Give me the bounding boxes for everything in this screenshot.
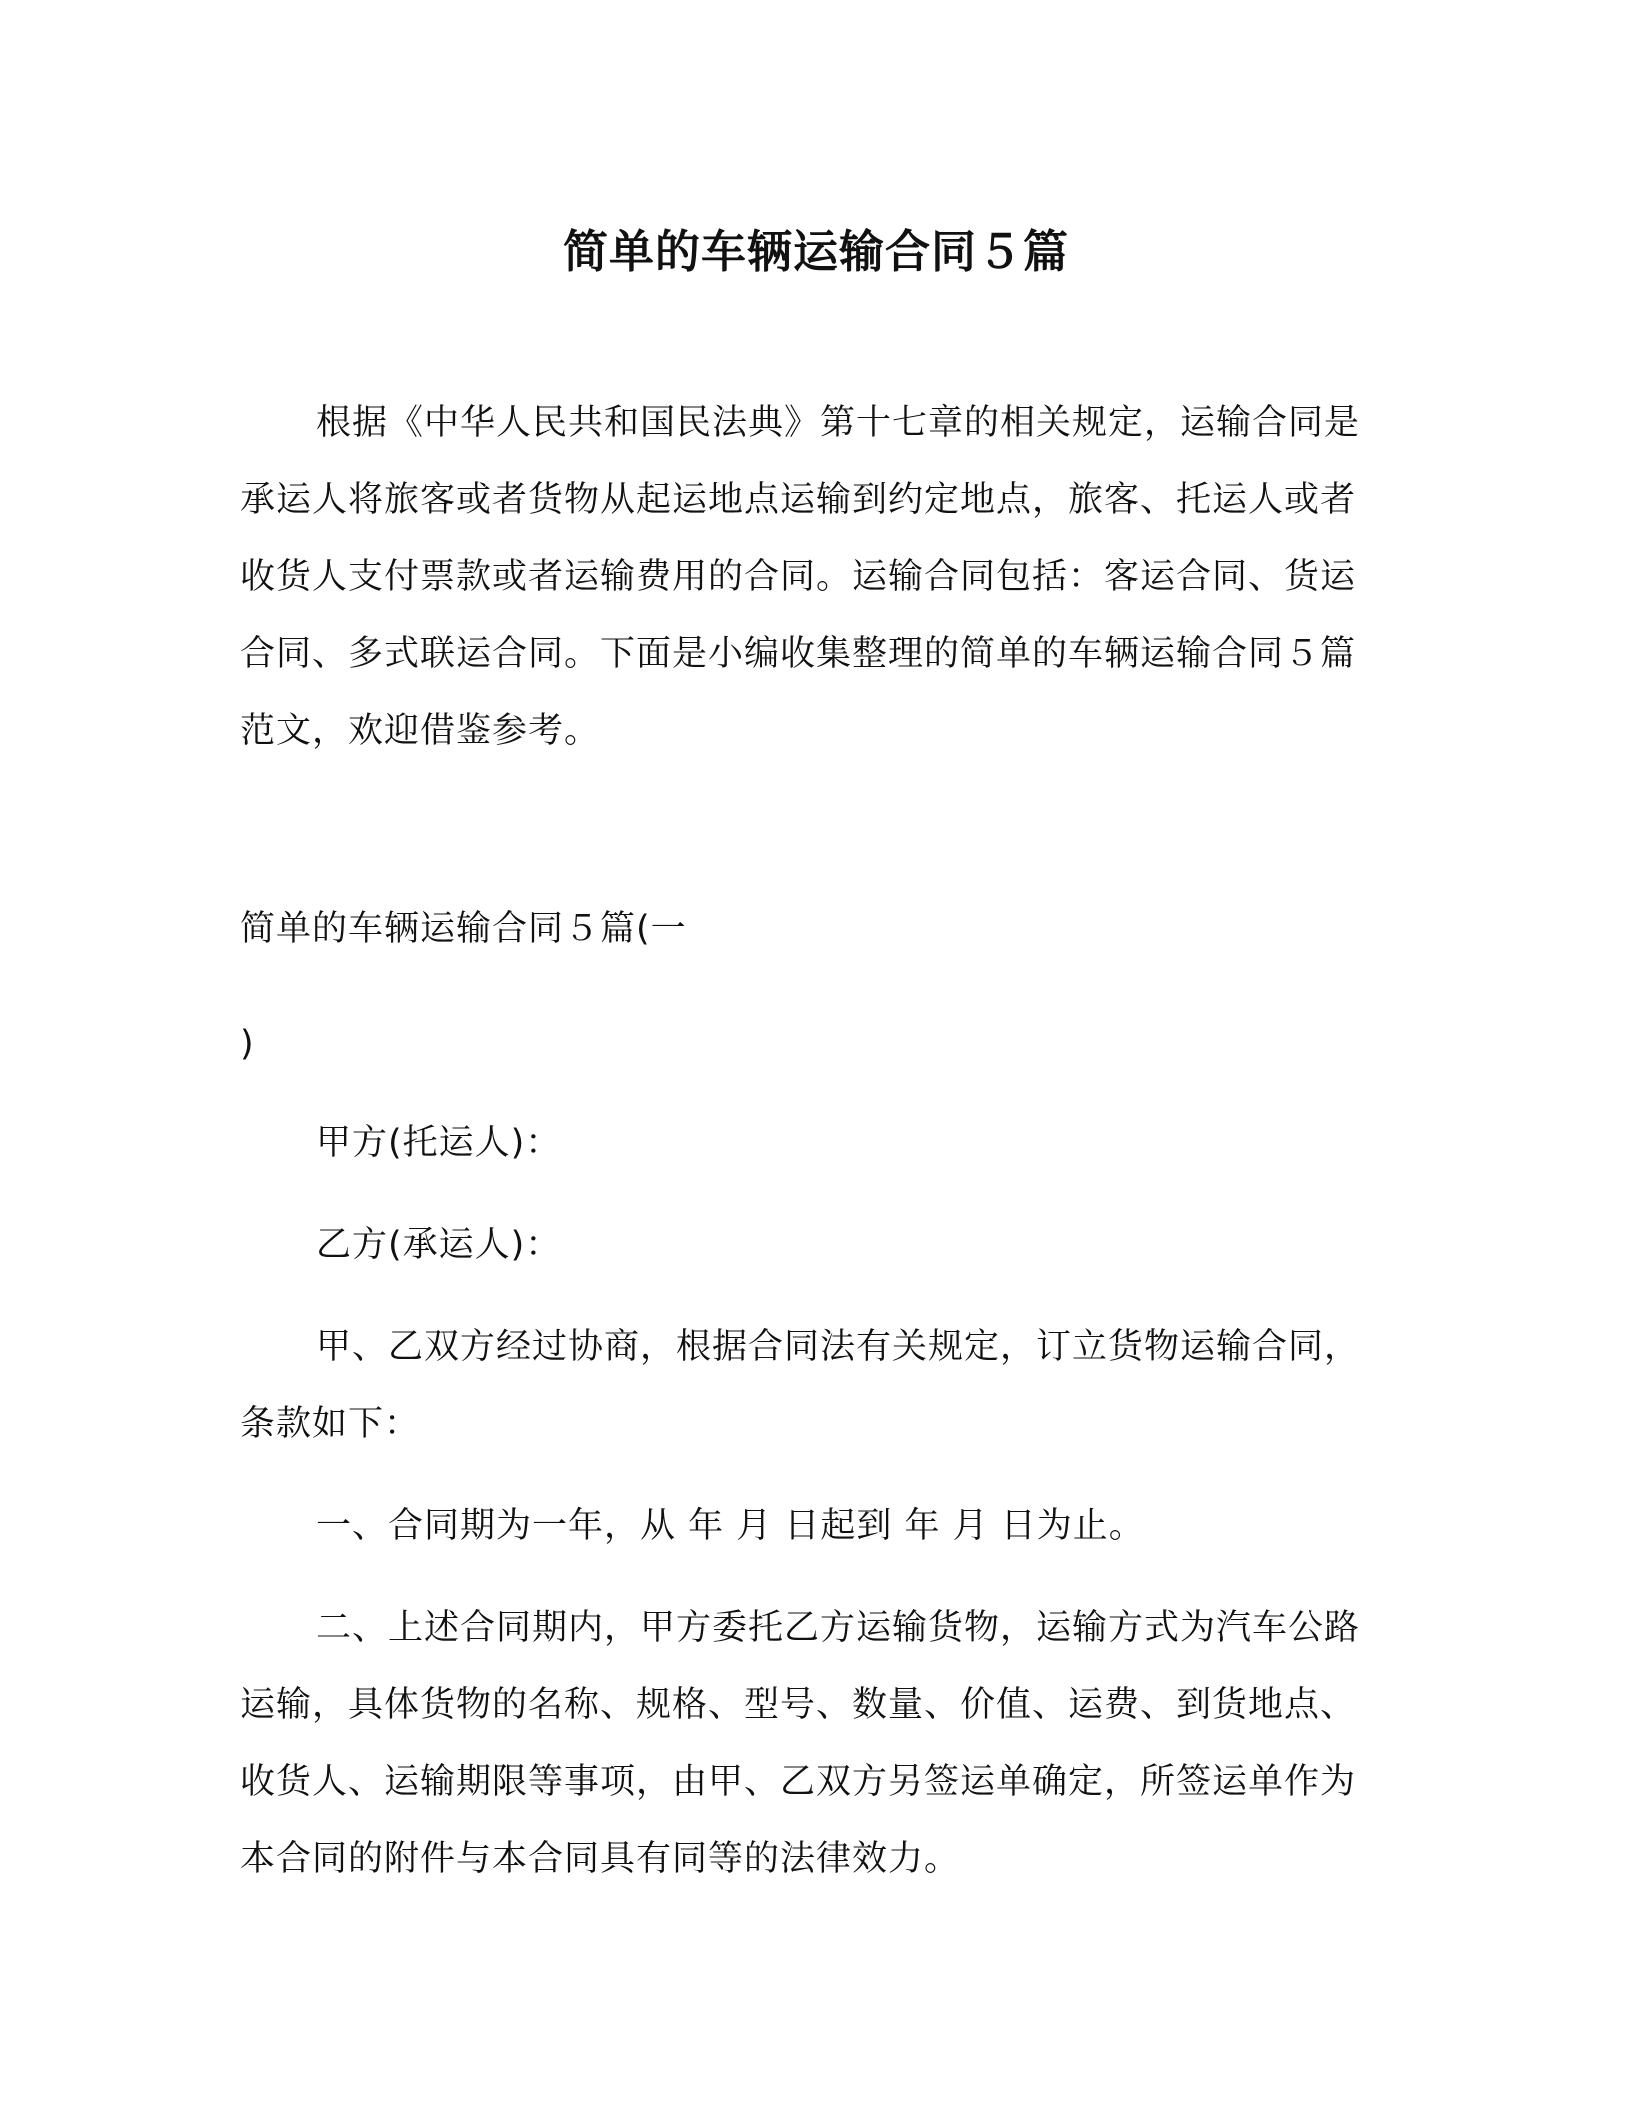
section-heading-line-1: 简单的车辆运输合同５篇(一 [240, 909, 687, 949]
section-heading-line-2: ) [240, 1024, 255, 1064]
clause-2-paragraph: 二、上述合同期内，甲方委托乙方运输货物，运输方式为汽车公路运输，具体货物的名称、规格、型号、数量、价值、运费、到货地点、收货人、运输期限等事项，由甲、乙双方另签运单确定，所签运单作为本合同的附件与本合同具有同等的法律效力。 [240, 1608, 1361, 1879]
agreement-paragraph: 甲、乙双方经过协商，根据合同法有关规定，订立货物运输合同，条款如下： [240, 1327, 1361, 1444]
document-title: 简单的车辆运输合同５篇 [562, 225, 1069, 278]
party-b-label: 乙方(承运人)： [316, 1225, 562, 1265]
party-a-label: 甲方(托运人)： [316, 1123, 562, 1163]
intro-paragraph: 根据《中华人民共和国民法典》第十七章的相关规定，运输合同是承运人将旅客或者货物从起运地点运输到约定地点，旅客、托运人或者收货人支付票款或者运输费用的合同。运输合同包括：客运合同、货运合同、多式联运合同。下面是小编收集整理的简单的车辆运输合同５篇范文，欢迎借鉴参考。 [240, 403, 1361, 751]
clause-1-paragraph: 一、合同期为一年，从 年 月 日起到 年 月 日为止。 [316, 1506, 1145, 1546]
